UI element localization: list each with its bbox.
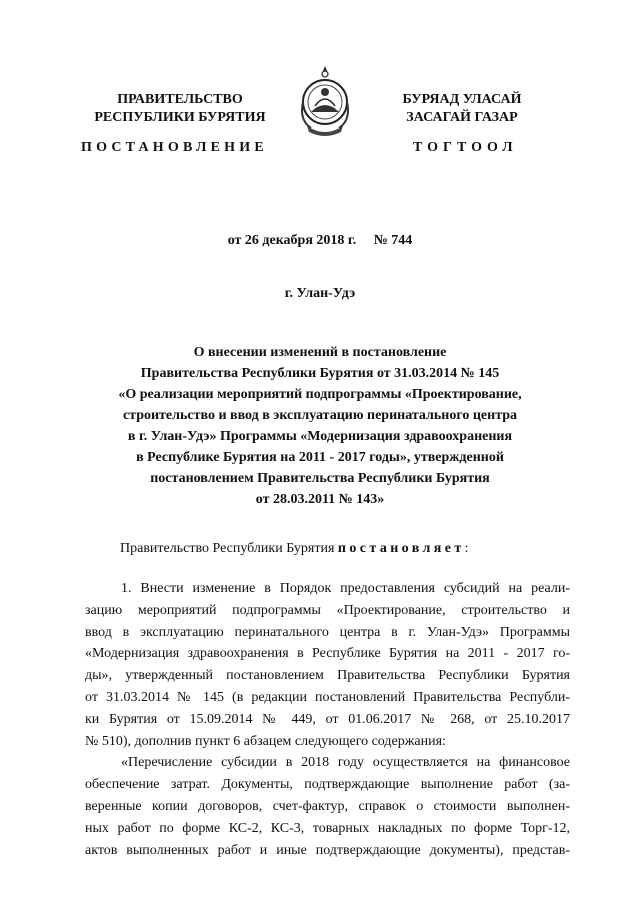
document-city: г. Улан-Удэ (284, 286, 356, 301)
header-right-block (377, 91, 547, 127)
header-right-line1: БУРЯАД УЛАСАЙ (402, 92, 522, 107)
header-left-block (90, 91, 270, 127)
header-left-line1: ПРАВИТЕЛЬСТВО (117, 92, 243, 107)
title-line: в Республике Бурятия на 2011 - 2017 годы», утвержденной (136, 450, 504, 465)
body-line: № 510), дополнив пункт 6 абзацем следующего содержания: (85, 733, 446, 749)
title-line: Правительства Республики Бурятия от 31.03.2014 № 145 (140, 366, 500, 381)
coat-of-arms-emblem-icon (297, 62, 353, 138)
title-line: строительство и ввод в эксплуатацию перинатального центра (122, 408, 518, 423)
document-number: № 744 (373, 233, 413, 248)
title-line: «О реализации мероприятий подпрограммы «Проектирование, (118, 387, 522, 402)
body-line: зацию мероприятий подпрограммы «Проектирование, строительство и (85, 602, 570, 618)
body-line: ных работ по форме КС-2, КС-3, товарных накладных по форме Торг-12, (85, 820, 570, 836)
document-body (85, 578, 570, 861)
body-line: ввод в эксплуатацию перинатального центра в г. Улан-Удэ» Программы (85, 624, 570, 640)
body-line: актов выполненных работ и иные подтверждающие документы), представ- (85, 842, 570, 858)
title-line: от 28.03.2011 № 143» (255, 492, 385, 507)
date-number-line (0, 233, 640, 249)
preamble (120, 541, 469, 557)
preamble-colon: : (464, 541, 469, 556)
preamble-text: Правительство Республики Бурятия (120, 541, 335, 556)
document-title (100, 342, 540, 510)
body-line: веренные копии договоров, счет-фактур, справок о стоимости выполнен- (85, 798, 570, 814)
doc-type-left: ПОСТАНОВЛЕНИЕ (81, 140, 268, 155)
body-line: обеспечение затрат. Документы, подтверждающие выполнение работ (за- (85, 777, 570, 793)
body-line: ки Бурятия от 15.09.2014 № 449, от 01.06.2017 № 268, от 25.10.2017 (85, 711, 570, 727)
body-line: от 31.03.2014 № 145 (в редакции постановлений Правительства Республи- (85, 689, 570, 705)
body-line: «Модернизация здравоохранения в Республике Бурятия на 2011 - 2017 го- (85, 646, 570, 662)
title-line: в г. Улан-Удэ» Программы «Модернизация здравоохранения (127, 429, 513, 444)
title-line: О внесении изменений в постановление (193, 345, 447, 360)
title-line: постановлением Правительства Республики Бурятия (150, 471, 490, 486)
body-line: 1. Внести изменение в Порядок предоставления субсидий на реали- (121, 581, 570, 596)
document-date: от 26 декабря 2018 г. (227, 233, 357, 248)
body-line: ды», утвержденный постановлением Правительства Республики Бурятия (85, 668, 570, 684)
preamble-decree-word: постановляет (337, 541, 465, 556)
header-right-line2: ЗАСАГАЙ ГАЗАР (406, 110, 518, 125)
header-left-line2: РЕСПУБЛИКИ БУРЯТИЯ (94, 110, 266, 125)
doc-type-right: ТОГТООЛ (413, 140, 518, 155)
body-line: «Перечисление субсидии в 2018 году осуществляется на финансовое (121, 755, 570, 771)
